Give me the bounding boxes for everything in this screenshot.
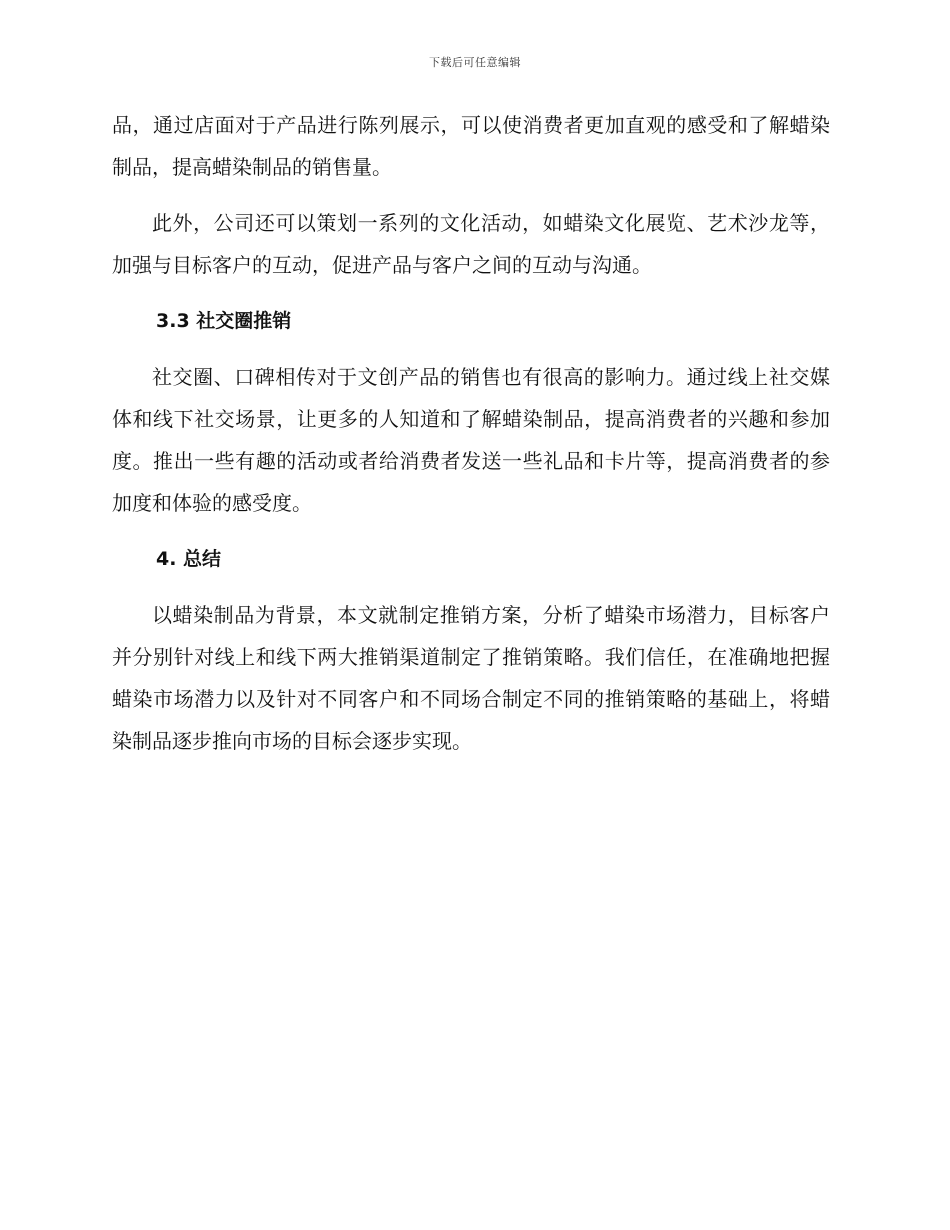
paragraph-social-promotion: 社交圈、口碑相传对于文创产品的销售也有很高的影响力。通过线上社交媒体和线下社交场景，让更多的人知道和了解蜡染制品，提高消费者的兴趣和参加度。推出一些有趣的活动或者给消费者发送一些礼品和卡片等，提高消费者的参加度和体验的感受度。 <box>112 365 830 515</box>
paragraph-continuation: 品，通过店面对于产品进行陈列展示，可以使消费者更加直观的感受和了解蜡染制品，提高蜡染制品的销售量。 <box>112 113 830 179</box>
paragraph-cultural-activities: 此外，公司还可以策划一系列的文化活动，如蜡染文化展览、艺术沙龙等，加强与目标客户的互动，促进产品与客户之间的互动与沟通。 <box>112 211 830 277</box>
document-body <box>112 104 830 776</box>
page-header: 下载后可任意编辑 <box>429 56 521 69</box>
section-heading-social-promotion: 3.3 社交圈推销 <box>156 310 292 332</box>
section-heading-summary: 4. 总结 <box>156 548 222 570</box>
paragraph-summary: 以蜡染制品为背景，本文就制定推销方案，分析了蜡染市场潜力，目标客户并分别针对线上和线下两大推销渠道制定了推销策略。我们信任，在准确地把握蜡染市场潜力以及针对不同客户和不同场合制定不同的推销策略的基础上，将蜡染制品逐步推向市场的目标会逐步实现。 <box>112 603 830 753</box>
